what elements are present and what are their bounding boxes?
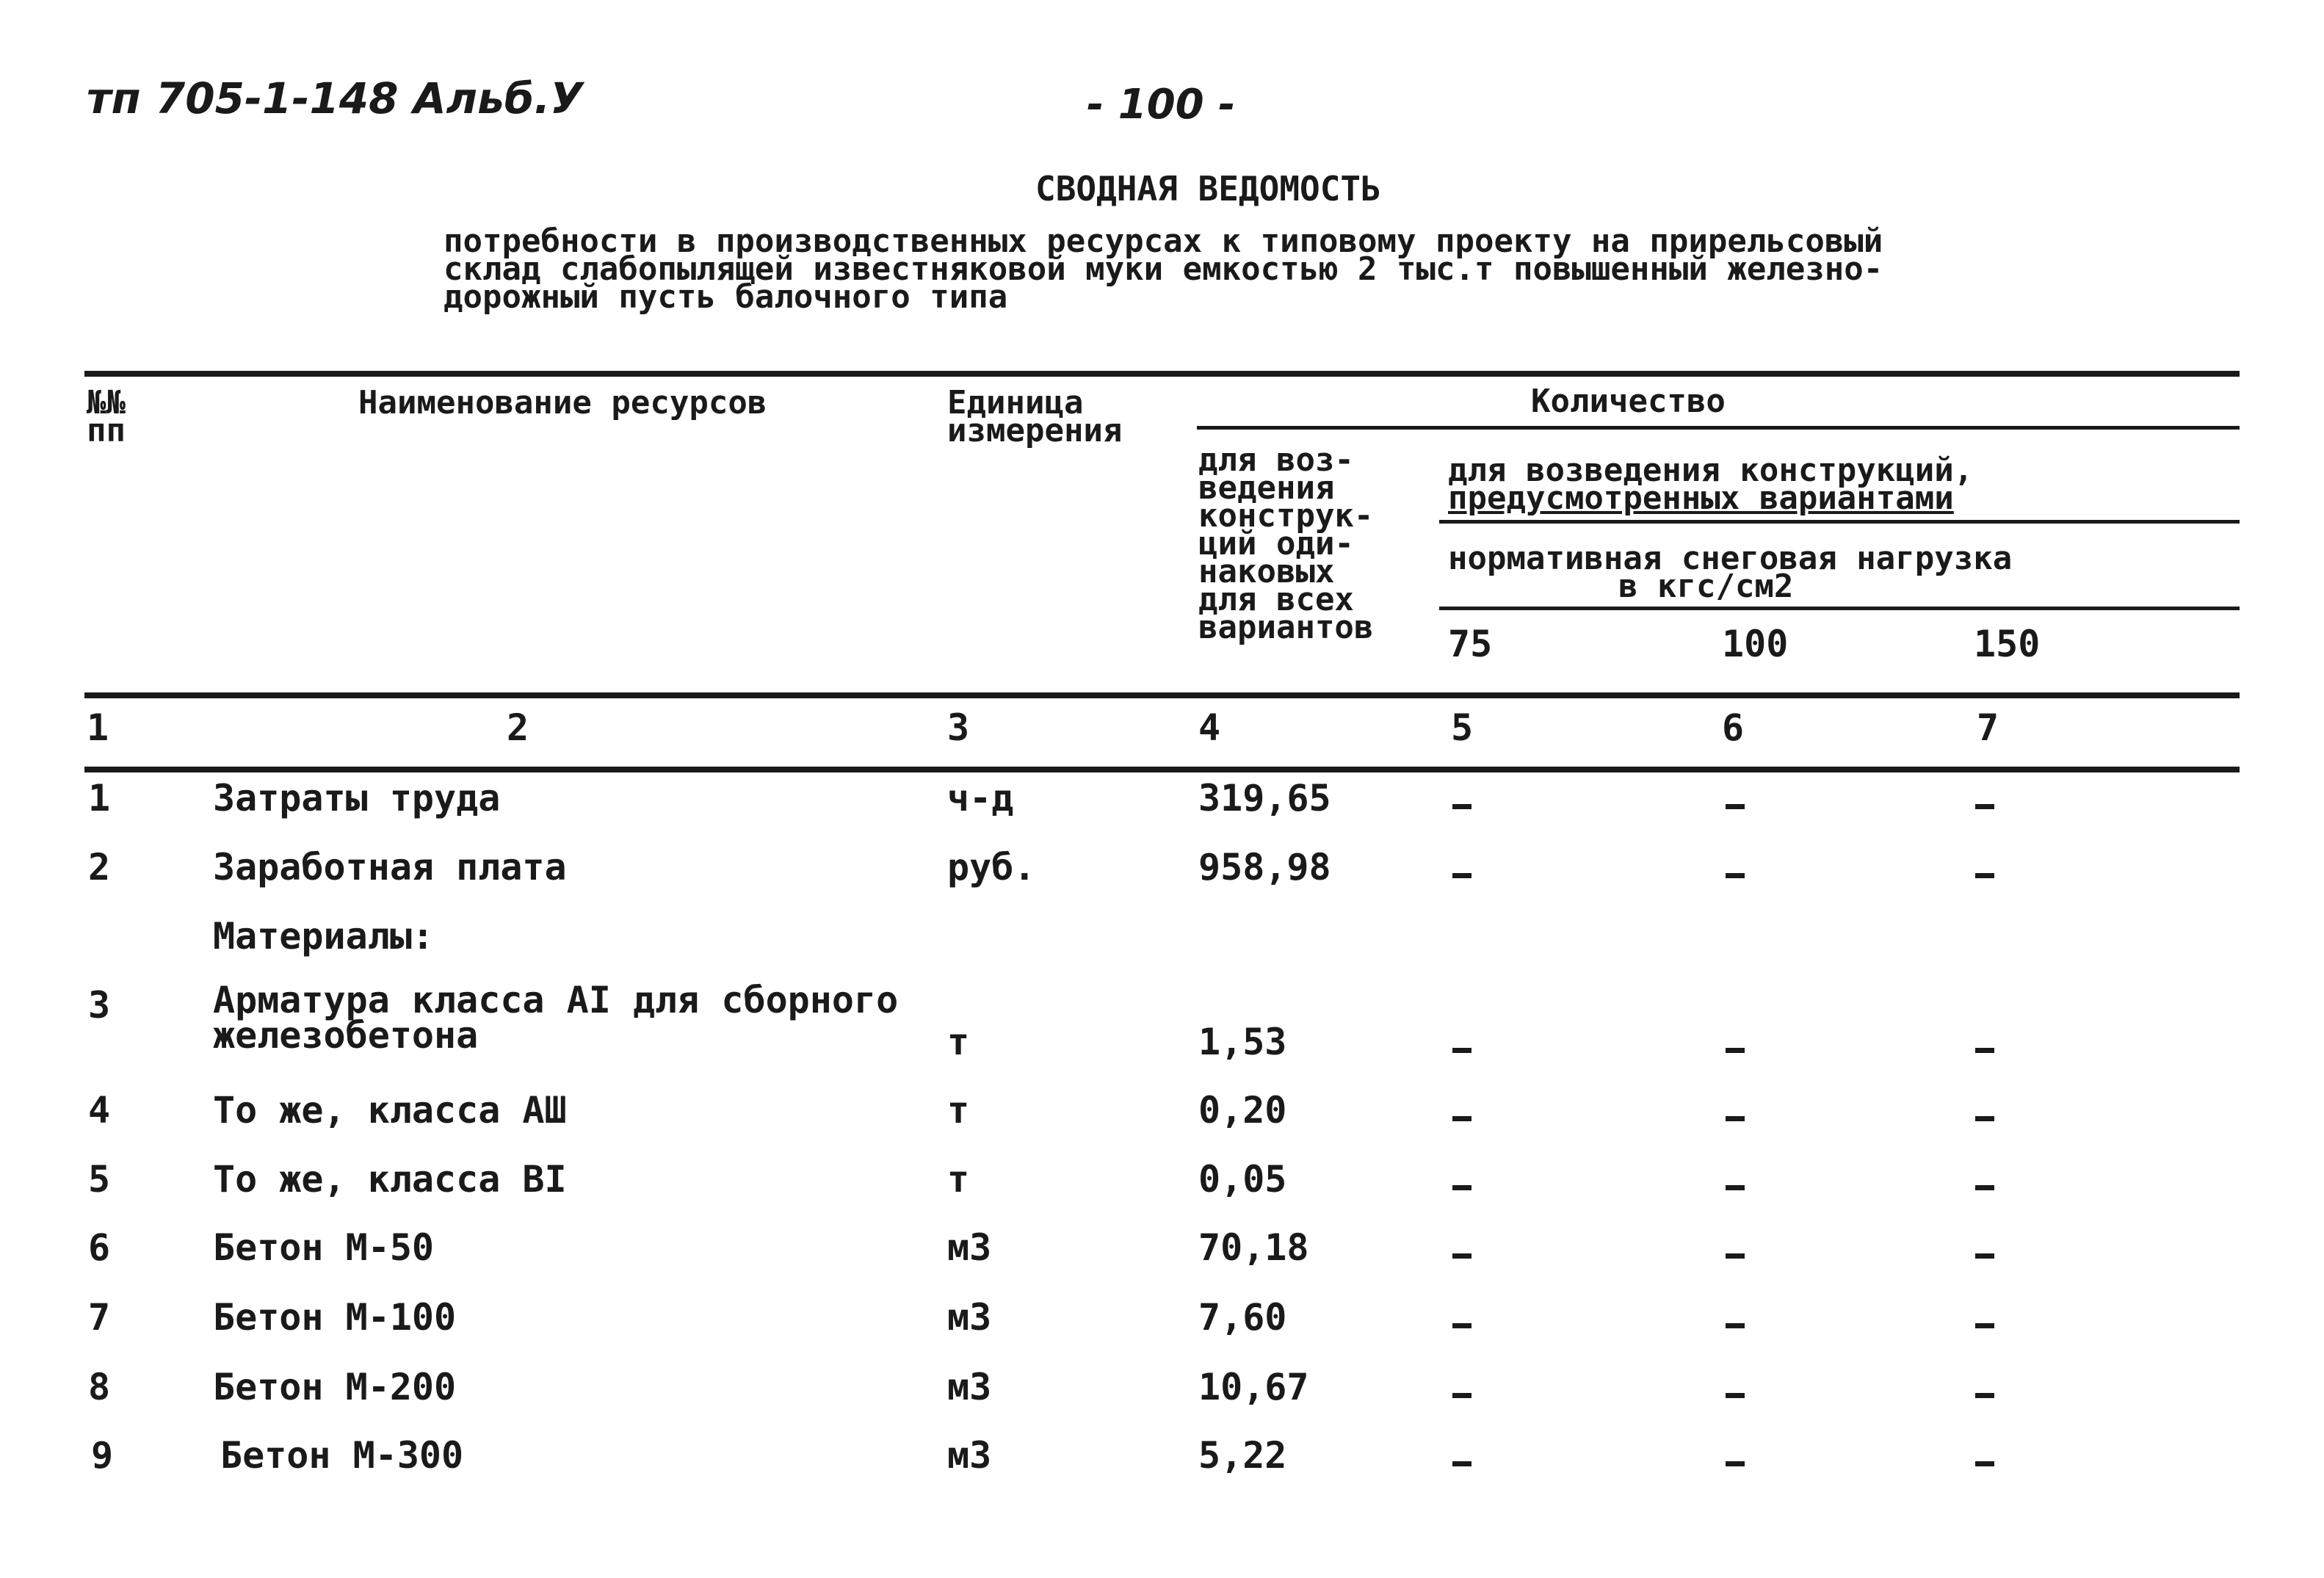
subtitle-line: потребности в производственных ресурсах к типовому проекту на прирельсовый (444, 222, 1883, 260)
quantity-all: 958,98 (1198, 846, 1331, 888)
row-number: 8 (88, 1366, 111, 1408)
table-row (0, 1089, 2324, 1148)
row-number: 9 (91, 1434, 114, 1477)
quantity-150 (1975, 1253, 1994, 1259)
quantity-100 (1726, 1393, 1745, 1398)
col-number: 4 (1198, 706, 1221, 749)
header-row-number-line: пп (87, 412, 126, 449)
header-bottom-rule (84, 692, 2240, 698)
quantity-100 (1726, 1253, 1745, 1259)
resource-name: Заработная плата (213, 846, 567, 888)
row-number: 7 (88, 1296, 111, 1339)
resource-name: Бетон М-50 (213, 1226, 435, 1269)
quantity-75 (1452, 1116, 1471, 1121)
col-number: 3 (947, 706, 970, 749)
header-snow-load (1448, 540, 2013, 605)
header-line: для возведения конструкций, (1448, 452, 1974, 489)
table-row (0, 1366, 2324, 1425)
quantity-75 (1452, 1185, 1471, 1190)
table-row (0, 1158, 2324, 1217)
table-row (0, 846, 2324, 905)
table-row-section (0, 915, 2324, 974)
snow-load-rule (1439, 607, 2240, 610)
unit: т (947, 1158, 970, 1201)
quantity-150 (1975, 1048, 1994, 1053)
header-unit-line: Единица (947, 384, 1084, 421)
quantity-rule (1197, 426, 2240, 430)
quantity-150 (1975, 1323, 1994, 1328)
document-title: СВОДНАЯ ВЕДОМОСТЬ (1035, 169, 1381, 209)
resource-name-line: железобетона (213, 1014, 479, 1057)
unit: м3 (947, 1366, 992, 1408)
resource-name: То же, класса BI (213, 1158, 567, 1201)
quantity-all: 0,05 (1198, 1158, 1287, 1201)
quantity-150 (1975, 873, 1994, 878)
quantity-75 (1452, 873, 1471, 878)
unit: м3 (947, 1226, 992, 1269)
col-number: 5 (1451, 706, 1474, 749)
header-line: ций оди- (1198, 525, 1354, 562)
quantity-150 (1975, 1393, 1994, 1398)
header-row-number-line: №№ (87, 384, 126, 421)
col-numbers-rule (84, 767, 2240, 772)
quantity-75 (1452, 1048, 1471, 1053)
resource-name: Бетон М-300 (220, 1434, 464, 1477)
resource-name (213, 979, 899, 1057)
quantity-100 (1726, 1116, 1745, 1121)
section-label: Материалы: (213, 915, 435, 958)
header-line: предусмотренных вариантами (1448, 479, 1954, 517)
header-row-number (87, 384, 126, 449)
quantity-100 (1726, 873, 1745, 878)
quantity-all: 70,18 (1198, 1226, 1309, 1269)
resource-name: Бетон М-200 (213, 1366, 457, 1408)
quantity-all: 319,65 (1198, 777, 1331, 819)
row-number: 3 (88, 984, 111, 1027)
quantity-all: 1,53 (1198, 1021, 1287, 1063)
quantity-150 (1975, 804, 1994, 809)
table-row (0, 1226, 2324, 1285)
row-number: 1 (88, 777, 111, 819)
variants-rule (1439, 520, 2240, 524)
quantity-75 (1452, 1393, 1471, 1398)
unit: м3 (947, 1296, 992, 1339)
resource-name-line: Арматура класса AI для сборного (213, 979, 899, 1021)
header-line: ведения (1198, 469, 1335, 507)
quantity-100 (1726, 1185, 1745, 1190)
table-row (0, 1296, 2324, 1355)
unit: м3 (947, 1434, 992, 1477)
col-number: 1 (87, 706, 109, 749)
header-variants (1448, 452, 1974, 517)
header-line: в кгс/см2 (1618, 568, 1794, 605)
col-number: 2 (507, 706, 529, 749)
header-unit (947, 384, 1123, 449)
header-unit-line: измерения (947, 412, 1123, 449)
document-subtitle (444, 222, 1883, 316)
quantity-150 (1975, 1116, 1994, 1121)
quantity-all: 7,60 (1198, 1296, 1287, 1339)
quantity-150 (1975, 1185, 1994, 1190)
quantity-75 (1452, 804, 1471, 809)
subtitle-line: дорожный пусть балочного типа (444, 278, 1008, 316)
quantity-100 (1726, 804, 1745, 809)
quantity-all: 5,22 (1198, 1434, 1287, 1477)
row-number: 6 (88, 1226, 111, 1269)
quantity-100 (1726, 1048, 1745, 1053)
table-row (0, 777, 2324, 836)
row-number: 2 (88, 846, 111, 888)
header-line: наковых (1198, 553, 1335, 590)
quantity-75 (1452, 1461, 1471, 1466)
quantity-75 (1452, 1253, 1471, 1259)
table-row (0, 979, 2324, 1079)
quantity-all: 10,67 (1198, 1366, 1309, 1408)
unit: ч-д (947, 777, 1014, 819)
header-line: нормативная снеговая нагрузка (1448, 540, 2013, 577)
row-number: 4 (88, 1089, 111, 1132)
document-code: тп 705-1-148 Альб.У (87, 73, 584, 123)
table-top-rule (84, 371, 2240, 377)
header-load-150: 150 (1974, 623, 2041, 665)
header-load-75: 75 (1448, 623, 1493, 665)
quantity-150 (1975, 1461, 1994, 1466)
subtitle-line: склад слабопылящей известняковой муки емкостью 2 тыс.т повышенный железно- (444, 250, 1883, 288)
quantity-100 (1726, 1323, 1745, 1328)
header-line: для воз- (1198, 441, 1354, 479)
page-number: - 100 - (1087, 81, 1236, 129)
header-resource-name: Наименование ресурсов (358, 384, 767, 421)
col-number: 7 (1977, 706, 1999, 749)
resource-name: То же, класса АШ (213, 1089, 567, 1132)
unit: руб. (947, 846, 1036, 888)
header-load-100: 100 (1722, 623, 1789, 665)
resource-name: Затраты труда (213, 777, 501, 819)
unit: т (947, 1089, 970, 1132)
header-quantity: Количество (1531, 383, 1726, 420)
unit: т (947, 1021, 970, 1063)
header-line: для всех (1198, 581, 1354, 618)
resource-name: Бетон М-100 (213, 1296, 457, 1339)
row-number: 5 (88, 1158, 111, 1201)
quantity-100 (1726, 1461, 1745, 1466)
quantity-75 (1452, 1323, 1471, 1328)
col-number: 6 (1722, 706, 1745, 749)
quantity-all: 0,20 (1198, 1089, 1287, 1132)
header-line: конструк- (1198, 497, 1374, 535)
header-line: вариантов (1198, 609, 1374, 646)
table-row (0, 1434, 2324, 1493)
header-same-all-variants (1198, 441, 1374, 646)
